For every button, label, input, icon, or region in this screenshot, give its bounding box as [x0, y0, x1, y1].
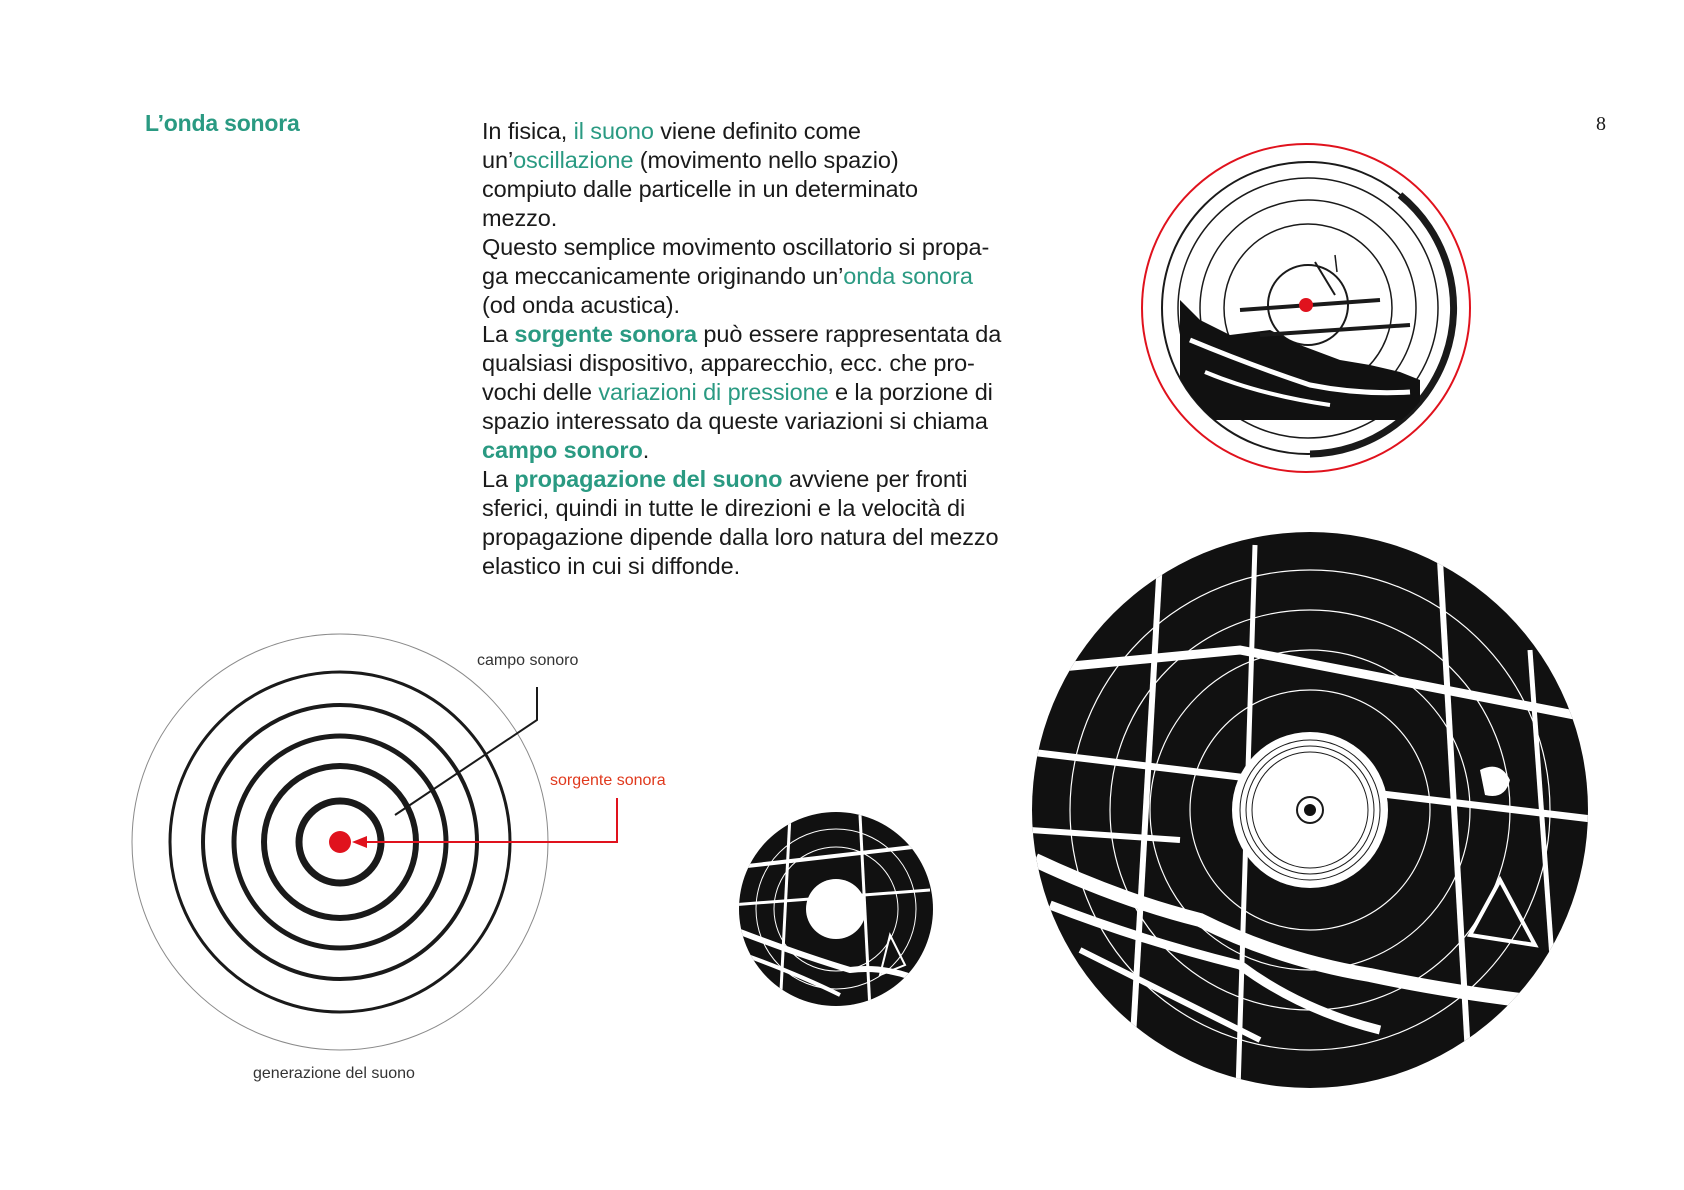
text-line: un’oscillazione (movimento nello spazio) — [482, 147, 899, 173]
text-line: propagazione dipende dalla loro natura del mezzo — [482, 524, 999, 550]
term-sorgente-sonora: sorgente sonora — [514, 321, 697, 347]
text-line: In fisica, il suono viene definito come — [482, 118, 861, 144]
text-line: elastico in cui si diffonde. — [482, 553, 741, 579]
term-il-suono: il suono — [573, 118, 654, 144]
text-line: La propagazione del suono avviene per fronti — [482, 466, 968, 492]
text-line: mezzo. — [482, 205, 558, 231]
term-propagazione-del-suono: propagazione del suono — [514, 466, 783, 492]
field-pointer-line — [395, 687, 537, 815]
record-center-dot — [1299, 298, 1313, 312]
sound-source-dot — [329, 831, 351, 853]
sound-generation-diagram — [132, 634, 617, 1050]
vinyl-small-top — [1142, 144, 1470, 472]
text-line: vochi delle variazioni di pressione e la porzione di — [482, 379, 993, 405]
term-campo-sonoro: campo sonoro — [482, 437, 643, 463]
term-variazioni-di-pressione: variazioni di pressione — [598, 379, 829, 405]
text-line: spazio interessato da queste variazioni si chiama — [482, 408, 988, 434]
text-line: qualsiasi dispositivo, apparecchio, ecc. che pro- — [482, 350, 975, 376]
text-line: La sorgente sonora può essere rappresentata da — [482, 321, 1002, 347]
label-campo-sonoro: campo sonoro — [477, 652, 579, 669]
source-arrowhead — [352, 836, 367, 848]
text-line: sferici, quindi in tutte le direzioni e la velocità di — [482, 495, 966, 521]
vinyl-medium-broken — [730, 812, 933, 1010]
text-line: campo sonoro. — [482, 437, 650, 463]
text-line: Questo semplice movimento oscillatorio si propa- — [482, 234, 990, 260]
text-line: compiuto dalle particelle in un determinato — [482, 176, 918, 202]
text-line: ga meccanicamente originando un’onda sonora — [482, 263, 973, 289]
caption-generazione-del-suono: generazione del suono — [253, 1065, 415, 1082]
term-onda-sonora: onda sonora — [843, 263, 973, 289]
page-number: 8 — [1596, 113, 1606, 135]
label-sorgente-sonora: sorgente sonora — [550, 772, 666, 789]
page-title: L’onda sonora — [145, 110, 300, 136]
text-line: (od onda acustica). — [482, 292, 680, 318]
term-oscillazione: oscillazione — [513, 147, 634, 173]
vinyl-large-broken — [1030, 520, 1600, 1090]
